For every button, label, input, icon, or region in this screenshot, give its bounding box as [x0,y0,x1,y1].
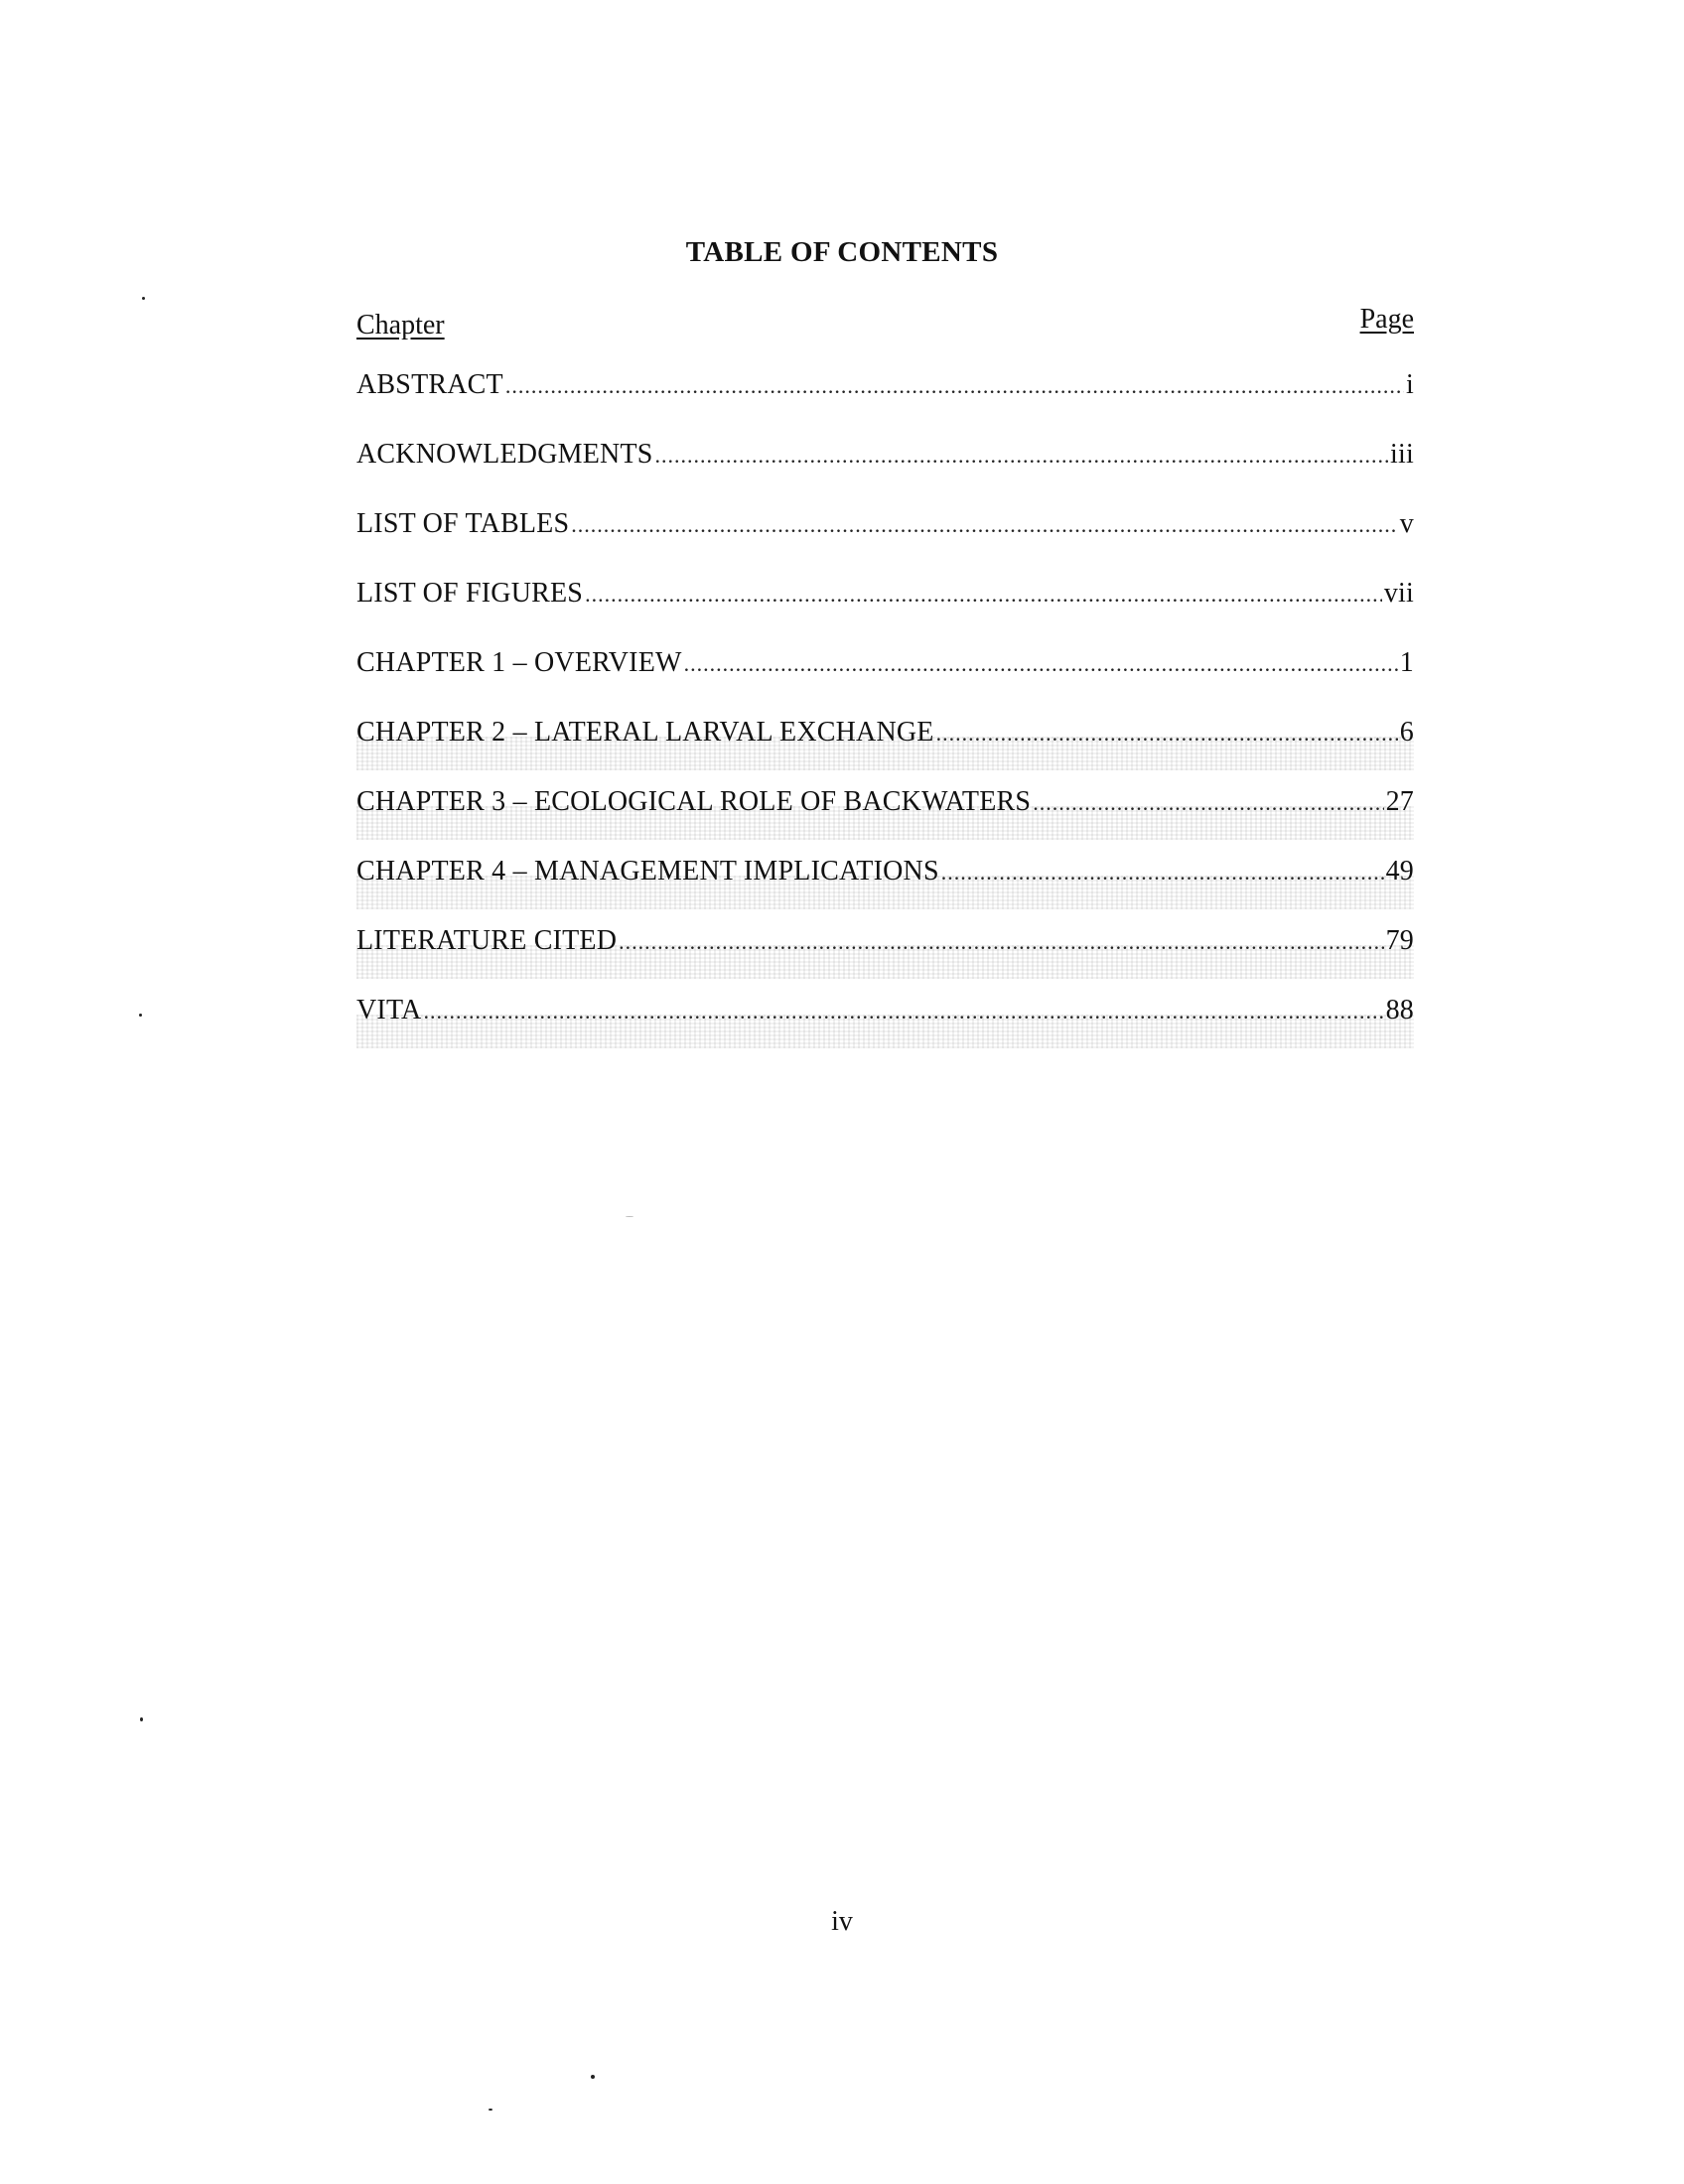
toc-entry-page: 6 [1399,717,1414,748]
toc-entry-label: CHAPTER 4 – MANAGEMENT IMPLICATIONS [356,856,939,887]
page-title: TABLE OF CONTENTS [685,236,999,268]
toc-entry-label: VITA [356,995,422,1025]
chapter-column-header: Chapter [356,310,445,341]
dot-leader [1033,790,1383,816]
dot-leader [655,443,1389,469]
toc-list [356,369,1414,1064]
dot-leader [619,929,1383,955]
scan-speck [140,1717,143,1721]
toc-entry-label: ABSTRACT [356,369,503,400]
toc-entry-list-of-figures[interactable] [356,578,1414,647]
toc-entry-vita[interactable] [356,995,1414,1064]
toc-entry-label: CHAPTER 3 – ECOLOGICAL ROLE OF BACKWATERS [356,786,1032,817]
dot-leader [684,651,1398,677]
toc-entry-label: CHAPTER 2 – LATERAL LARVAL EXCHANGE [356,717,934,748]
toc-entry-chapter-4[interactable] [356,856,1414,925]
toc-entry-page: vii [1383,578,1414,609]
scan-speck [489,2109,492,2111]
toc-entry-label: LIST OF FIGURES [356,578,584,609]
toc-entry-label: CHAPTER 1 – OVERVIEW [356,647,682,678]
page-column-header: Page [1359,304,1414,335]
toc-entry-page: 49 [1385,856,1414,887]
toc-entry-label: ACKNOWLEDGMENTS [356,439,653,470]
dot-leader [423,999,1383,1024]
dot-leader [936,721,1398,747]
scan-speck [142,297,145,300]
toc-entry-chapter-2[interactable] [356,717,1414,786]
toc-entry-page: i [1406,369,1414,400]
toc-entry-chapter-3[interactable] [356,786,1414,856]
toc-entry-list-of-tables[interactable] [356,508,1414,578]
toc-entry-label: LITERATURE CITED [356,925,618,956]
toc-entry-page: iii [1390,439,1414,470]
toc-entry-page: 27 [1385,786,1414,817]
toc-entry-page: 79 [1385,925,1414,956]
scan-speck [139,1014,142,1017]
page-number: iv [831,1906,853,1937]
dot-leader [585,582,1382,608]
dot-leader [941,860,1384,886]
toc-entry-page: 1 [1399,647,1414,678]
toc-entry-acknowledgments[interactable] [356,439,1414,508]
toc-entry-chapter-1[interactable] [356,647,1414,717]
toc-entry-page: v [1399,508,1414,539]
scan-speck [591,2075,595,2079]
toc-entry-abstract[interactable] [356,369,1414,439]
toc-entry-literature-cited[interactable] [356,925,1414,995]
toc-entry-label: LIST OF TABLES [356,508,570,539]
scan-speck [626,1216,633,1217]
toc-entry-page: 88 [1385,995,1414,1025]
dot-leader [505,373,1404,399]
dot-leader [571,512,1398,538]
